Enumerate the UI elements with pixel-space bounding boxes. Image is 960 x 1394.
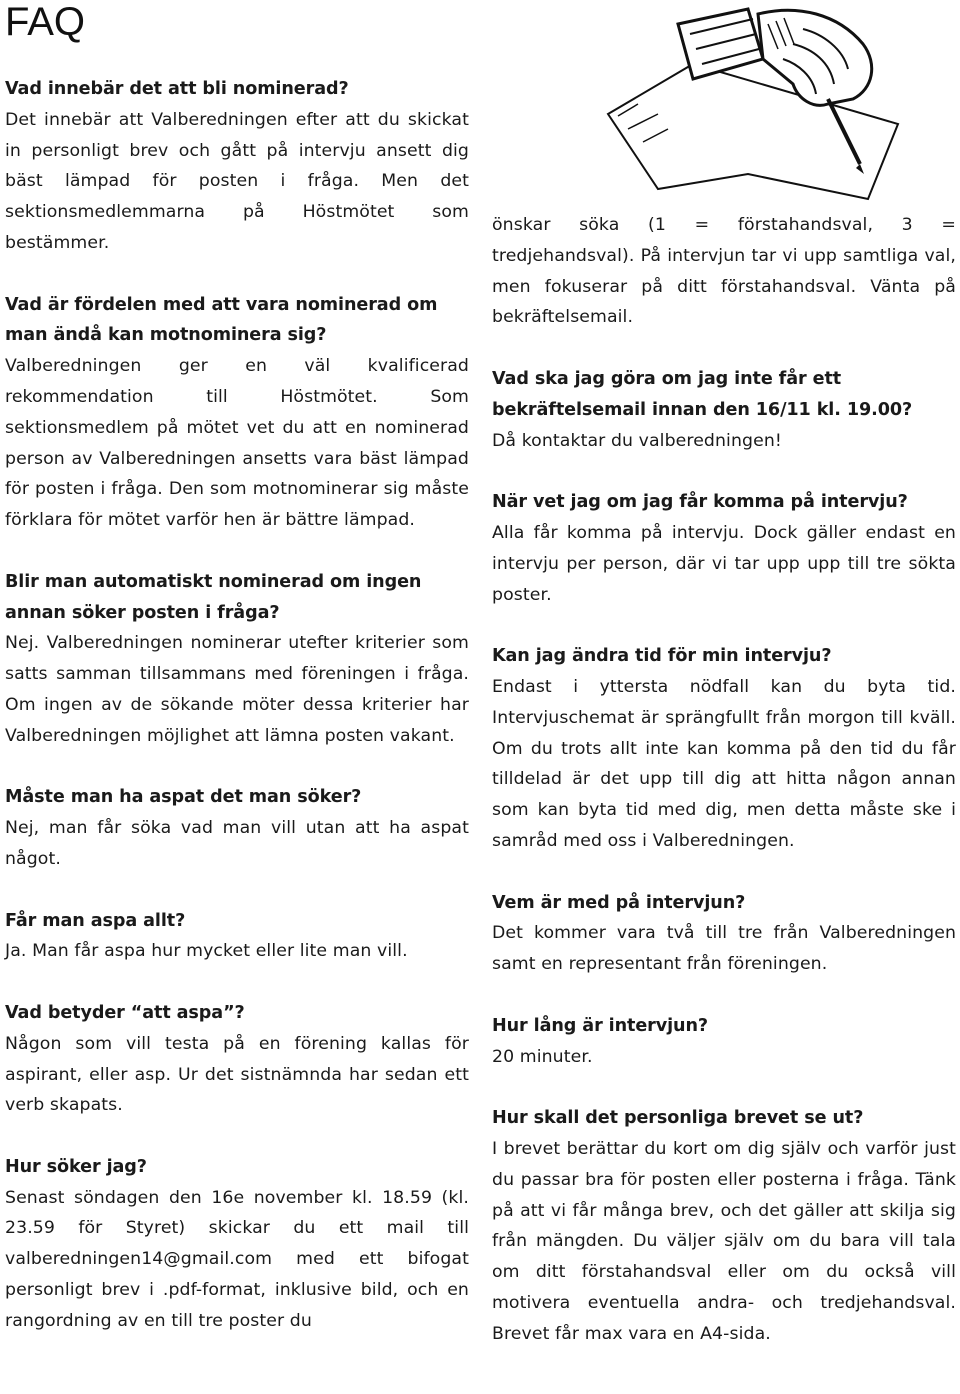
faq-question: Vad betyder “att aspa”? [5, 1002, 245, 1023]
page-title: FAQ [5, 0, 86, 44]
right-column [492, 210, 956, 1349]
faq-answer: Nej. Valberedningen nominerar utefter kriterier som satts samman tillsammans med föreningen i fråga. Om ingen av de sökande möter dessa kriterier har Valberedningen möjlighet att lämna posten vakant. [5, 633, 469, 746]
faq-question: Får man aspa allt? [5, 910, 186, 931]
faq-question: Vad är fördelen med att vara nominerad om man ändå kan motnominera sig? [5, 294, 438, 346]
faq-question: Hur lång är intervjun? [492, 1015, 709, 1036]
faq-question: Vem är med på intervjun? [492, 892, 746, 913]
writing-hand-icon [598, 4, 908, 204]
faq-question: Vad ska jag göra om jag inte får ett bekräftelsemail innan den 16/11 kl. 19.00? [492, 368, 913, 420]
faq-question: Måste man ha aspat det man söker? [5, 787, 362, 808]
faq-question: Hur skall det personliga brevet se ut? [492, 1108, 864, 1129]
faq-answer: Ja. Man får aspa hur mycket eller lite man vill. [5, 941, 408, 962]
faq-answer: Det kommer vara två till tre från Valberedningen samt en representant från föreningen. [492, 923, 956, 975]
faq-answer: Senast söndagen den 16e november kl. 18.59 (kl. 23.59 för Styret) skickar du ett mail till valberedningen14@gmail.com med ett bifogat personligt brev i .pdf-format, inklusive bild, och en rangordning av en till tre poster du [5, 1187, 469, 1331]
faq-answer: Nej, man får söka vad man vill utan att ha aspat något. [5, 818, 469, 869]
faq-question: Vad innebär det att bli nominerad? [5, 79, 349, 99]
faq-answer: Någon som vill testa på en förening kallas för aspirant, eller asp. Ur det sistnämnda har sedan ett verb skapats. [5, 1033, 469, 1116]
faq-answer: Det innebär att Valberedningen efter att du skickat in personligt brev och gått på intervju ansett dig bäst lämpad för posten i fråga. Men det sektionsmedlemmarna på Höstmötet som bestämmer. [5, 109, 469, 253]
faq-question: Hur söker jag? [5, 1156, 147, 1177]
faq-answer: 20 minuter. [492, 1046, 593, 1067]
faq-answer-continued: önskar söka (1 = förstahandsval, 3 = tredjehandsval). På intervjun tar vi upp samtliga val, men fokuserar på ditt förstahandsval. Vänta på bekräftelsemail. [492, 215, 956, 328]
faq-answer: Då kontaktar du valberedningen! [492, 430, 782, 451]
faq-answer: Alla får komma på intervju. Dock gäller endast en intervju per person, där vi tar upp upp till tre sökta poster. [492, 522, 956, 605]
left-column [5, 74, 469, 1337]
faq-answer: Endast i yttersta nödfall kan du byta tid. Intervjuschemat är sprängfullt från morgon till kväll. Om du trots allt inte kan komma på den tid du får tilldelad är det upp till dig att hitta någon annan som kan byta tid med dig, men detta måste ske i samråd med oss i Valberedningen. [492, 676, 956, 851]
faq-question: När vet jag om jag får komma på intervju? [492, 492, 908, 513]
faq-answer: I brevet berättar du kort om dig själv och varför just du passar bra för posten eller posterna i fråga. Tänk på att vi får många brev, och det gäller att skilja sig från mängden. Du väljer själv om du bara vill tala om ditt förstahandsval eller om du också vill motivera eventuella andra- och tredjehandsval. Brevet får max vara en A4-sida. [492, 1138, 956, 1344]
faq-question: Blir man automatiskt nominerad om ingen annan söker posten i fråga? [5, 571, 422, 623]
faq-question: Kan jag ändra tid för min intervju? [492, 646, 832, 667]
faq-answer: Valberedningen ger en väl kvalificerad rekommendation till Höstmötet. Som sektionsmedlem på mötet vet du att en nominerad person av Valberedningen ansetts vara bäst lämpad för posten i fråga. Den som motnominerar sig måste förklara för mötet varför hen är bättre lämpad. [5, 356, 469, 531]
